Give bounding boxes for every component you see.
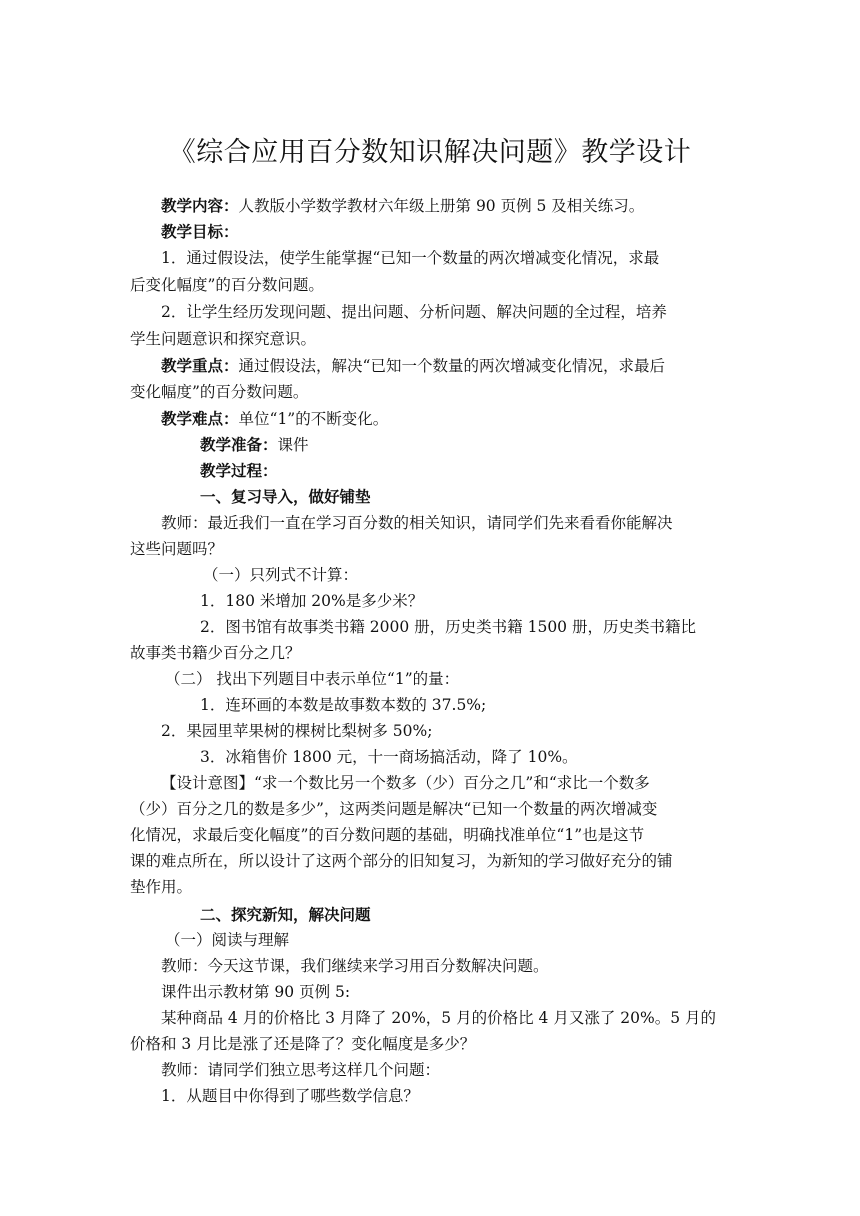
key-point-line-1 bbox=[161, 358, 665, 375]
teaching-content-text: 人教版小学数学教材六年级上册第 90 页例 5 及相关练习。 bbox=[238, 197, 645, 215]
design-intent-line-3: 化情况，求最后变化幅度”的百分数问题的基础，明确找准单位“1”也是这节 bbox=[130, 826, 645, 844]
preparation-label: 教学准备： bbox=[200, 435, 278, 454]
goal-1-line-2: 后变化幅度”的百分数问题。 bbox=[130, 276, 324, 294]
teaching-goals-heading bbox=[161, 224, 239, 241]
courseware-line: 课件出示教材第 90 页例 5: bbox=[161, 983, 351, 1001]
section-1-heading bbox=[200, 489, 371, 506]
process-label: 教学过程： bbox=[200, 461, 278, 480]
preparation bbox=[200, 437, 309, 454]
design-intent-line-1: 【设计意图】“求一个数比另一个数多（少）百分之几”和“求比一个数多 bbox=[161, 774, 650, 792]
question-1: 1．180 米增加 20%是多少米？ bbox=[200, 592, 424, 610]
unit-question-3: 3．冰箱售价 1800 元，十一商场搞活动，降了 10%。 bbox=[200, 748, 578, 766]
difficulty-label: 教学难点： bbox=[161, 409, 239, 428]
teaching-content-label: 教学内容： bbox=[161, 196, 239, 215]
section-2-title: 二、探究新知，解决问题 bbox=[200, 905, 371, 924]
goal-1-line-1: 1．通过假设法，使学生能掌握“已知一个数量的两次增减变化情况，求最 bbox=[161, 249, 660, 267]
difficulty-text: 单位“1”的不断变化。 bbox=[238, 410, 389, 428]
subsection-1: （一）只列式不计算： bbox=[203, 566, 359, 584]
section-2-heading bbox=[200, 907, 371, 924]
section-1-title: 一、复习导入，做好铺垫 bbox=[200, 487, 371, 506]
document-title: 《综合应用百分数知识解决问题》教学设计 bbox=[168, 137, 692, 168]
teacher-intro-line-2: 这些问题吗？ bbox=[130, 540, 224, 558]
unit-question-1: 1．连环画的本数是故事数本数的 37.5%; bbox=[200, 696, 487, 714]
key-point-line-2: 变化幅度”的百分数问题。 bbox=[130, 383, 309, 401]
example-line-1: 某种商品 4 月的价格比 3 月降了 20%，5 月的价格比 4 月又涨了 20%。5 月的 bbox=[161, 1009, 716, 1027]
teaching-goals-label: 教学目标： bbox=[161, 222, 239, 241]
key-point-label: 教学重点： bbox=[161, 356, 239, 375]
subsection-3: （一）阅读与理解 bbox=[165, 931, 290, 949]
design-intent-line-2: （少）百分之几的数是多少”，这两类问题是解决“已知一个数量的两次增减变 bbox=[130, 800, 658, 818]
question-2-line-2: 故事类书籍少百分之几？ bbox=[130, 644, 301, 662]
design-intent-line-4: 课的难点所在，所以设计了这两个部分的旧知复习，为新知的学习做好充分的铺 bbox=[130, 852, 673, 870]
preparation-text: 课件 bbox=[277, 436, 309, 454]
teacher-line-2: 教师：今天这节课，我们继续来学习用百分数解决问题。 bbox=[161, 957, 549, 975]
process-heading bbox=[200, 463, 278, 480]
goal-2-line-1: 2．让学生经历发现问题、提出问题、分析问题、解决问题的全过程，培养 bbox=[161, 303, 667, 321]
teacher-intro-line-1: 教师：最近我们一直在学习百分数的相关知识，请同学们先来看看你能解决 bbox=[161, 514, 673, 532]
teaching-content bbox=[161, 198, 644, 215]
key-point-text: 通过假设法，解决“已知一个数量的两次增减变化情况，求最后 bbox=[238, 357, 665, 375]
design-intent-line-5: 垫作用。 bbox=[130, 878, 193, 896]
subsection-2: （二） 找出下列题目中表示单位“1”的量： bbox=[165, 670, 460, 688]
teacher-line-3: 教师：请同学们独立思考这样几个问题： bbox=[161, 1061, 441, 1079]
question-2-line-1: 2．图书馆有故事类书籍 2000 册，历史类书籍 1500 册，历史类书籍比 bbox=[200, 618, 696, 636]
goal-2-line-2: 学生问题意识和探究意识。 bbox=[130, 330, 317, 348]
prompt-question-1: 1．从题目中你得到了哪些数学信息？ bbox=[161, 1087, 419, 1105]
example-line-2: 价格和 3 月比是涨了还是降了？变化幅度是多少？ bbox=[130, 1035, 476, 1053]
difficulty bbox=[161, 411, 388, 428]
unit-question-2: 2．果园里苹果树的棵树比梨树多 50%; bbox=[161, 722, 433, 740]
